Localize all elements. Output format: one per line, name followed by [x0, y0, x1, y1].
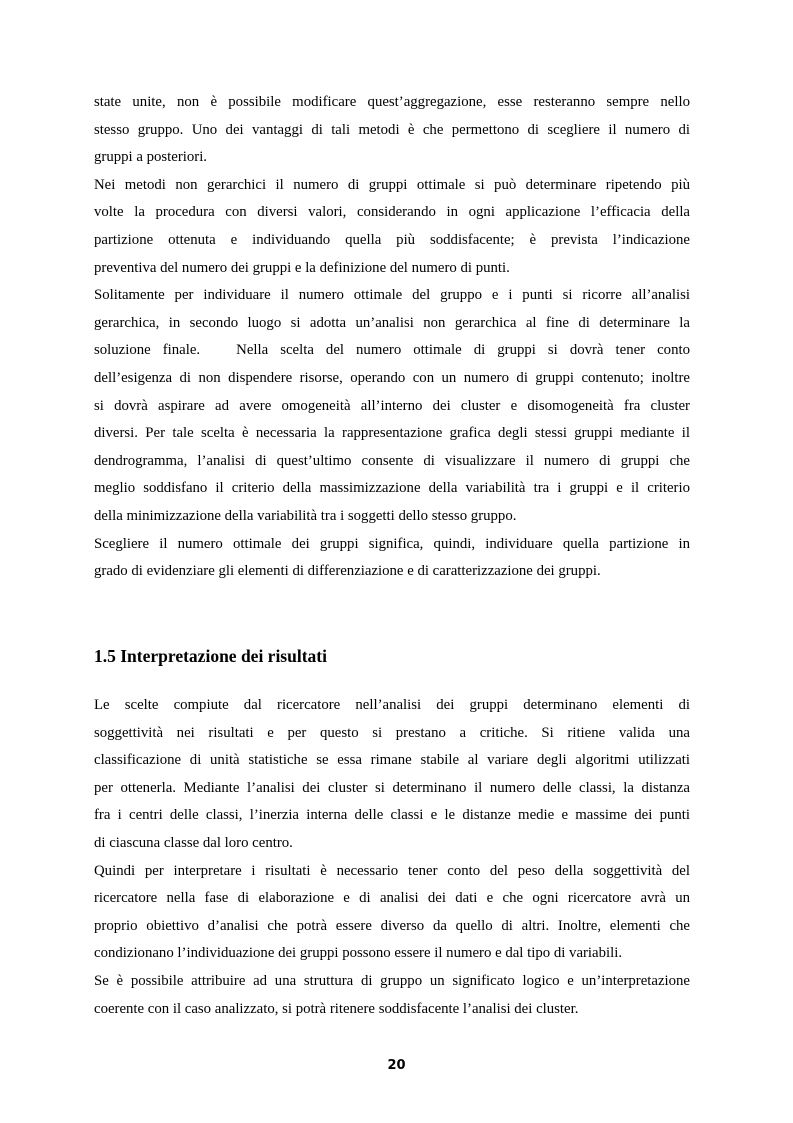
text-line: della minimizzazione della variabilità tra i soggetti dello stesso gruppo. — [94, 507, 517, 524]
body-text-section — [94, 692, 690, 1023]
text-line: partizione ottenuta e individuando quella più soddisfacente; è prevista l’indicazione — [94, 231, 690, 248]
text-line: dendrogramma, l’analisi di quest’ultimo consente di visualizzare il numero di gruppi che — [94, 452, 690, 469]
section-heading: 1.5 Interpretazione dei risultati — [94, 646, 327, 666]
text-line: diversi. Per tale scelta è necessaria la rappresentazione grafica degli stessi gruppi mediante il — [94, 425, 690, 442]
text-line: proprio obiettivo d’analisi che potrà essere diverso da quello di altri. Inoltre, elementi che — [94, 917, 690, 934]
text-line: di ciascuna classe dal loro centro. — [94, 834, 293, 851]
text-line: soggettività nei risultati e per questo si prestano a critiche. Si ritiene valida una — [94, 724, 690, 741]
text-line: soluzione finale. Nella scelta del numero ottimale di gruppi si dovrà tener conto — [94, 342, 690, 359]
text-line: stesso gruppo. Uno dei vantaggi di tali metodi è che permettono di scegliere il numero di — [94, 121, 690, 138]
text-line: classificazione di unità statistiche se essa rimane stabile al variare degli algoritmi utilizzati — [94, 752, 690, 769]
text-line: volte la procedura con diversi valori, considerando in ogni applicazione l’efficacia della — [94, 204, 690, 221]
body-text-previous-section — [94, 89, 690, 586]
text-line: coerente con il caso analizzato, si potrà ritenere soddisfacente l’analisi dei cluster. — [94, 1000, 579, 1017]
text-line: Quindi per interpretare i risultati è necessario tener conto del peso della soggettività del — [94, 862, 690, 879]
text-line: fra i centri delle classi, l’inerzia interna delle classi e le distanze medie e massime dei punti — [94, 807, 690, 824]
text-line: si dovrà aspirare ad avere omogeneità all’interno dei cluster e disomogeneità fra cluster — [94, 397, 690, 414]
text-line: per ottenerla. Mediante l’analisi dei cluster si determinano il numero delle classi, la distanza — [94, 779, 690, 796]
text-line: condizionano l’individuazione dei gruppi possono essere il numero e dal tipo di variabili. — [94, 945, 623, 962]
text-line: grado di evidenziare gli elementi di differenziazione e di caratterizzazione dei gruppi. — [94, 563, 601, 580]
text-line: dell’esigenza di non dispendere risorse, operando con un numero di gruppi contenuto; inoltre — [94, 369, 690, 386]
page-number: 20 — [387, 1058, 406, 1073]
text-line: gruppi a posteriori. — [94, 149, 208, 166]
text-line: state unite, non è possibile modificare quest’aggregazione, esse resteranno sempre nello — [94, 94, 690, 110]
text-line: Nei metodi non gerarchici il numero di gruppi ottimale si può determinare ripetendo più — [94, 176, 690, 193]
text-line: Solitamente per individuare il numero ottimale del gruppo e i punti si ricorre all’analisi — [94, 287, 690, 304]
text-line: Se è possibile attribuire ad una struttura di gruppo un significato logico e un’interpretazione — [94, 972, 690, 989]
text-line: Scegliere il numero ottimale dei gruppi significa, quindi, individuare quella partizione in — [94, 535, 690, 552]
text-line: ricercatore nella fase di elaborazione e di analisi dei dati e che ogni ricercatore avrà un — [94, 890, 690, 907]
text-line: preventiva del numero dei gruppi e la definizione del numero di punti. — [94, 259, 510, 276]
text-line: Le scelte compiute dal ricercatore nell’analisi dei gruppi determinano elementi di — [94, 697, 690, 713]
text-line: gerarchica, in secondo luogo si adotta un’analisi non gerarchica al fine di determinare la — [94, 314, 690, 331]
text-line: meglio soddisfano il criterio della massimizzazione della variabilità tra i gruppi e il criterio — [94, 480, 690, 497]
